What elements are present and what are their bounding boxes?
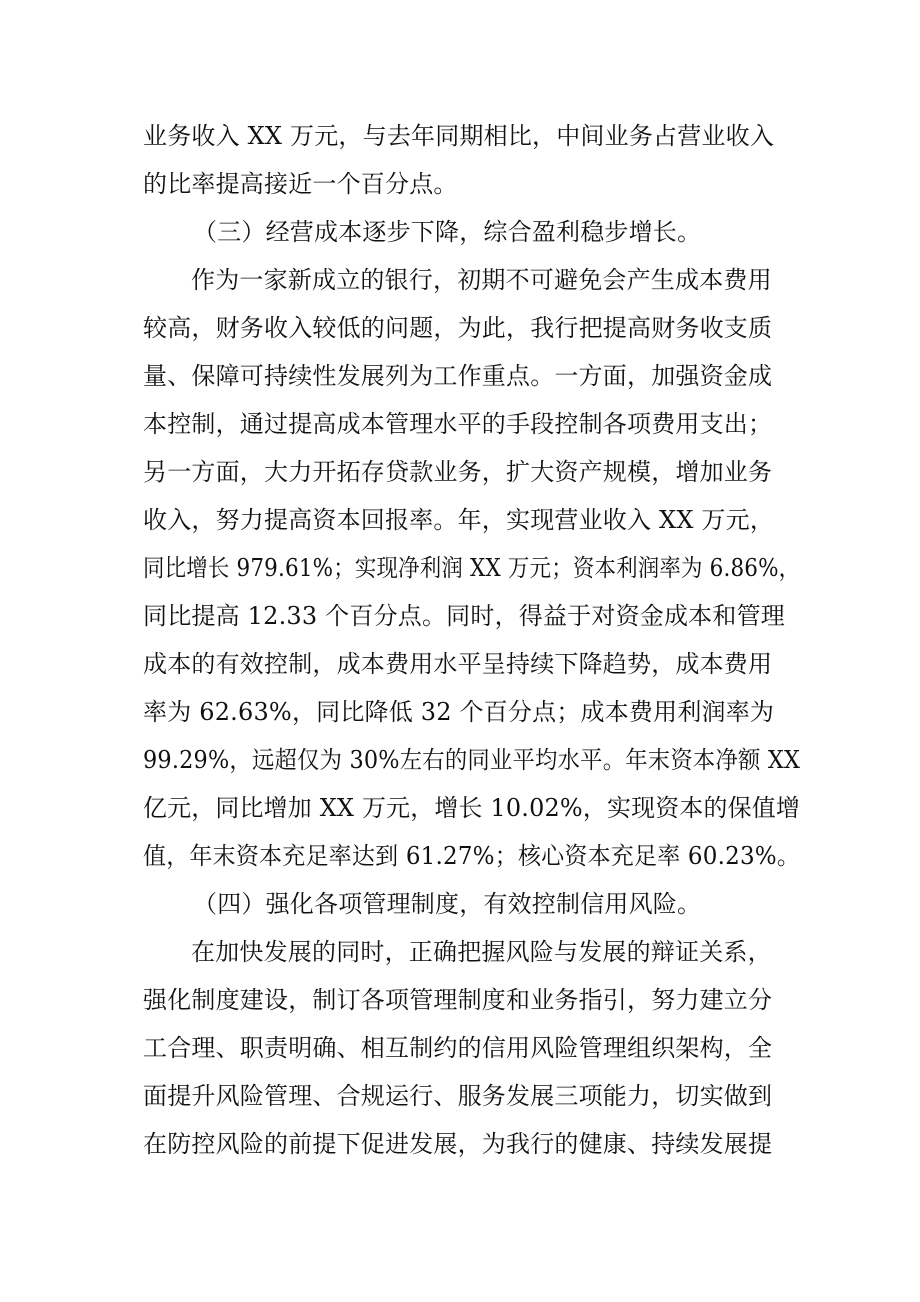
text-line: 较高，财务收入较低的问题，为此，我行把提高财务收支质 [143, 314, 773, 342]
text-line: 99.29%，远超仅为 30%左右的同业平均水平。年末资本净额 XX [143, 746, 801, 774]
section-heading: （四）强化各项管理制度，有效控制信用风险。 [193, 890, 702, 918]
text-line: 成本的有效控制，成本费用水平呈持续下降趋势，成本费用 [143, 650, 773, 678]
text-line: 本控制，通过提高成本管理水平的手段控制各项费用支出； [143, 410, 773, 438]
text-line: 量、保障可持续性发展列为工作重点。一方面，加强资金成 [143, 362, 773, 390]
text-line: 的比率提高接近一个百分点。 [143, 170, 458, 198]
text-line: 在防控风险的前提下促进发展，为我行的健康、持续发展提 [143, 1130, 773, 1158]
text-line: 率为 62.63%，同比降低 32 个百分点；成本费用利润率为 [143, 698, 775, 726]
text-line: 强化制度建设，制订各项管理制度和业务指引，努力建立分 [143, 986, 773, 1014]
text-line: 在加快发展的同时，正确把握风险与发展的辩证关系， [191, 938, 772, 966]
text-line: 工合理、职责明确、相互制约的信用风险管理组织架构，全 [143, 1034, 773, 1062]
text-line: 另一方面，大力开拓存贷款业务，扩大资产规模，增加业务 [143, 458, 773, 486]
text-line: 同比提高 12.33 个百分点。同时，得益于对资金成本和管理 [143, 602, 785, 630]
text-line: 同比增长 979.61%；实现净利润 XX 万元；资本利润率为 6.86%， [143, 554, 801, 582]
text-line: 收入，努力提高资本回报率。年，实现营业收入 XX 万元， [143, 506, 775, 534]
text-line: 值，年末资本充足率达到 61.27%；核心资本充足率 60.23%。 [143, 842, 801, 870]
text-line: 作为一家新成立的银行，初期不可避免会产生成本费用 [191, 266, 772, 294]
text-line: 面提升风险管理、合规运行、服务发展三项能力，切实做到 [143, 1082, 773, 1110]
text-line: 业务收入 XX 万元，与去年同期相比，中间业务占营业收入 [143, 122, 775, 150]
text-line: 亿元，同比增加 XX 万元，增长 10.02%，实现资本的保值增 [143, 794, 800, 822]
section-heading: （三）经营成本逐步下降，综合盈利稳步增长。 [193, 218, 702, 246]
